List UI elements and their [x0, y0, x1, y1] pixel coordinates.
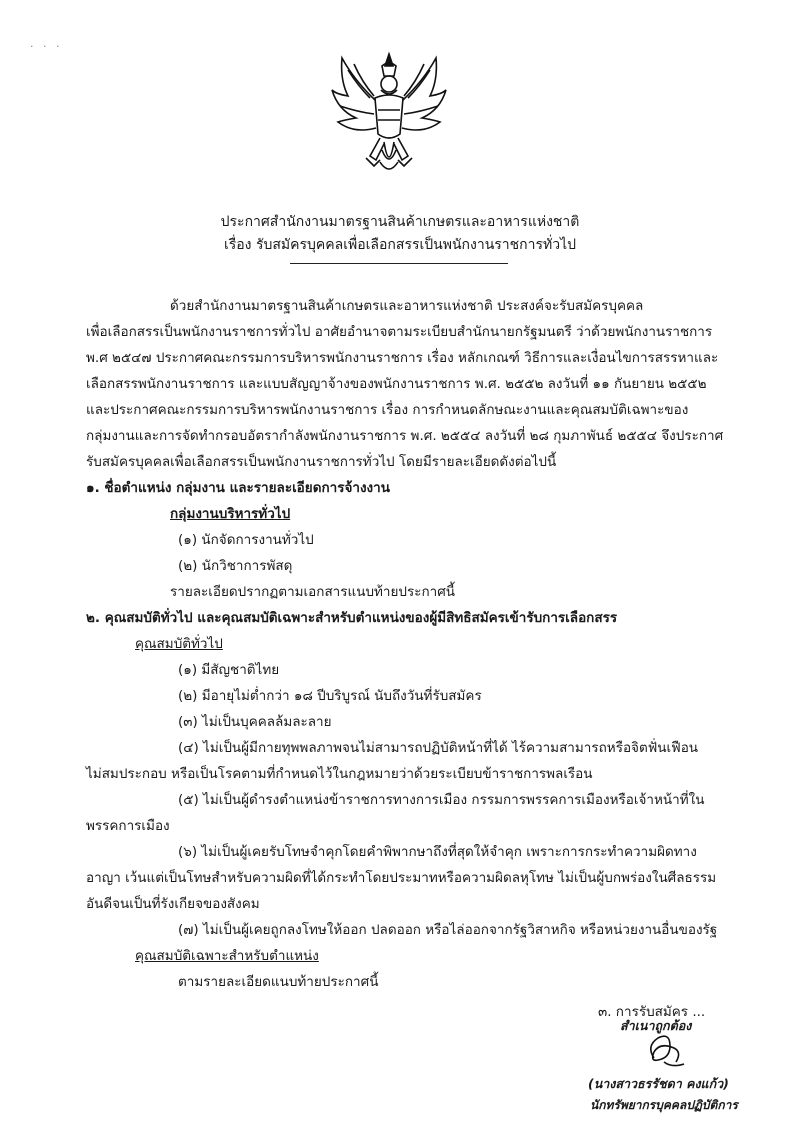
- section-1-note: รายละเอียดปรากฏตามเอกสารแนบท้ายประกาศนี้: [170, 584, 456, 600]
- qualification-item-continued: ไม่สมประกอบ หรือเป็นโรคตามที่กำหนดไว้ในกฎหมายว่าด้วยระเบียบข้าราชการพลเรือน: [86, 766, 593, 782]
- continued-marker: ๓. การรับสมัคร ...: [598, 1004, 706, 1020]
- qualification-item: (๓) ไม่เป็นบุคคลล้มละลาย: [178, 714, 332, 730]
- qualification-item: (๒) มีอายุไม่ต่ำกว่า ๑๘ ปีบริบูรณ์ นับถึงวันที่รับสมัคร: [178, 688, 482, 704]
- qualification-item: (๔) ไม่เป็นผู้มีกายทุพพลภาพจนไม่สามารถปฏิบัติหน้าที่ได้ ไร้ความสามารถหรือจิตฟั่นเฟือน: [178, 740, 699, 756]
- qualification-item-continued: อาญา เว้นแต่เป็นโทษสำหรับความผิดที่ได้กระทำโดยประมาทหรือความผิดลหุโทษ ไม่เป็นผู้บกพร่องในศีลธรรม: [86, 870, 717, 886]
- specific-qualifications-label: คุณสมบัติเฉพาะสำหรับตำแหน่ง: [135, 948, 319, 964]
- qualification-item: (๗) ไม่เป็นผู้เคยถูกลงโทษให้ออก ปลดออก หรือไล่ออกจากรัฐวิสาหกิจ หรือหน่วยงานอื่นของรัฐ: [178, 922, 718, 938]
- specific-qualifications-note: ตามรายละเอียดแนบท้ายประกาศนี้: [178, 974, 379, 990]
- intro-line: เลือกสรรพนักงานราชการ และแบบสัญญาจ้างของพนักงานราชการ พ.ศ. ๒๕๕๒ ลงวันที่ ๑๑ กันยายน ๒๕๕๒: [86, 376, 707, 392]
- title-divider: [290, 263, 508, 264]
- section-2-heading: ๒. คุณสมบัติทั่วไป และคุณสมบัติเฉพาะสำหรับตำแหน่งของผู้มีสิทธิสมัครเข้ารับการเลือกสรร: [86, 610, 618, 626]
- signature-icon: [640, 1028, 690, 1072]
- qualification-item: (๑) มีสัญชาติไทย: [178, 662, 280, 678]
- intro-line: พ.ศ ๒๕๔๗ ประกาศคณะกรรมการบริหารพนักงานราชการ เรื่อง หลักเกณฑ์ วิธีการและเงื่อนไขการสรรหาและ: [86, 350, 719, 366]
- garuda-emblem-icon: [330, 50, 448, 178]
- job-group-label: กลุ่มงานบริหารทั่วไป: [170, 506, 291, 522]
- qualification-item: (๕) ไม่เป็นผู้ดำรงตำแหน่งข้าราชการทางการเมือง กรรมการพรรคการเมืองหรือเจ้าหน้าที่ใน: [178, 792, 705, 808]
- intro-line: กลุ่มงานและการจัดทำกรอบอัตรากำลังพนักงานราชการ พ.ศ. ๒๕๕๔ ลงวันที่ ๒๘ กุมภาพันธ์ ๒๕๕๔ จึงประกาศ: [86, 428, 724, 444]
- intro-line: รับสมัครบุคคลเพื่อเลือกสรรเป็นพนักงานราชการทั่วไป โดยมีรายละเอียดดังต่อไปนี้: [86, 454, 557, 470]
- position-item: (๑) นักจัดการงานทั่วไป: [178, 532, 314, 548]
- intro-line: ด้วยสำนักงานมาตรฐานสินค้าเกษตรและอาหารแห่งชาติ ประสงค์จะรับสมัครบุคคล: [170, 298, 644, 314]
- qualification-item-continued: พรรคการเมือง: [86, 818, 170, 834]
- intro-line: เพื่อเลือกสรรเป็นพนักงานราชการทั่วไป อาศัยอำนาจตามระเบียบสำนักนายกรัฐมนตรี ว่าด้วยพนักงานราชการ: [86, 324, 713, 340]
- announcement-subject: เรื่อง รับสมัครบุคคลเพื่อเลือกสรรเป็นพนักงานราชการทั่วไป: [223, 237, 577, 253]
- signer-name: (นางสาวธรรัชดา คงแก้ว): [588, 1076, 729, 1091]
- section-1-heading: ๑. ชื่อตำแหน่ง กลุ่มงาน และรายละเอียดการจ้างงาน: [86, 480, 390, 496]
- scan-artifact: · · ·: [30, 40, 63, 53]
- certified-true-copy: สำเนาถูกต้อง: [620, 1018, 692, 1033]
- general-qualifications-label: คุณสมบัติทั่วไป: [135, 636, 223, 652]
- position-item: (๒) นักวิชาการพัสดุ: [178, 558, 293, 574]
- announcement-title: ประกาศสำนักงานมาตรฐานสินค้าเกษตรและอาหารแห่งชาติ: [220, 214, 580, 230]
- intro-line: และประกาศคณะกรรมการบริหารพนักงานราชการ เรื่อง การกำหนดลักษณะงานและคุณสมบัติเฉพาะของ: [86, 402, 689, 418]
- signer-title: นักทรัพยากรบุคคลปฏิบัติการ: [590, 1098, 738, 1112]
- qualification-item: (๖) ไม่เป็นผู้เคยรับโทษจำคุกโดยคำพิพากษาถึงที่สุดให้จำคุก เพราะการกระทำความผิดทาง: [178, 844, 697, 860]
- qualification-item-continued: อันดีจนเป็นที่รังเกียจของสังคม: [86, 896, 260, 912]
